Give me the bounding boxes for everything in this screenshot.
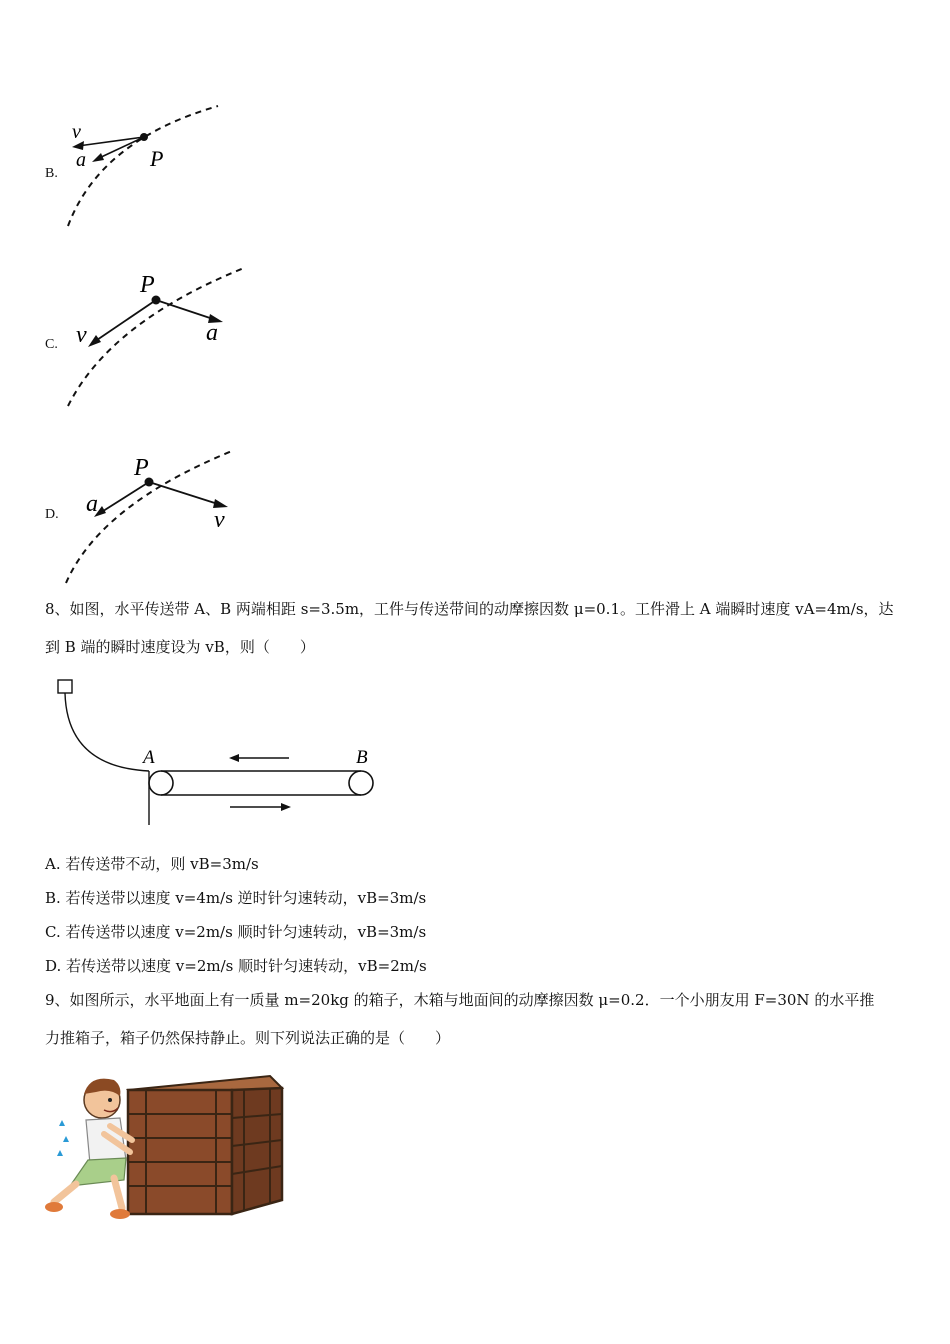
child-shoe-right	[110, 1209, 130, 1219]
label-a: a	[206, 320, 218, 346]
sweat-drop	[59, 1120, 65, 1126]
label-p: P	[134, 455, 149, 481]
child-pushing-box-illustration	[40, 1068, 290, 1223]
velocity-arrow	[149, 482, 221, 505]
option-d-letter: D.	[45, 507, 59, 522]
q8-stem-line1: 8、如图，水平传送带 A、B 两端相距 s=3.5m，工件与传送带间的动摩擦因数 μ=0.1。工件滑上 A 端瞬时速度 vA=4m/s，达	[45, 600, 894, 618]
pulley-a	[149, 771, 173, 795]
label-v: v	[214, 507, 225, 533]
conveyor-belt-diagram	[45, 675, 385, 830]
q9-stem-line2: 力推箱子，箱子仍然保持静止。则下列说法正确的是（ ）	[45, 1029, 451, 1047]
option-c-diagram	[60, 262, 250, 410]
trajectory-curve	[68, 106, 218, 226]
child-leg-right	[114, 1178, 122, 1208]
q8-option-a: A. 若传送带不动，则 vB=3m/s	[45, 855, 259, 873]
child-shoe-left	[45, 1202, 63, 1212]
crate-side	[232, 1088, 282, 1214]
pulley-b	[349, 771, 373, 795]
child-leg-left	[54, 1184, 76, 1202]
slide-curve	[65, 693, 149, 771]
option-b-letter: B.	[45, 166, 58, 181]
label-b: B	[356, 747, 368, 768]
option-b-diagram	[60, 100, 230, 235]
child-shirt	[86, 1118, 126, 1164]
option-c-letter: C.	[45, 337, 58, 352]
q8-option-c: C. 若传送带以速度 v=2m/s 顺时针匀速转动，vB=3m/s	[45, 923, 427, 941]
q8-stem-line2: 到 B 端的瞬时速度设为 vB，则（ ）	[45, 638, 315, 656]
q8-option-d: D. 若传送带以速度 v=2m/s 顺时针匀速转动，vB=2m/s	[45, 957, 427, 975]
label-p: P	[150, 146, 164, 171]
workpiece-box	[58, 680, 72, 693]
q9-stem-line1: 9、如图所示，水平地面上有一质量 m=20kg 的箱子，木箱与地面间的动摩擦因数 μ=0.2．一个小朋友用 F=30N 的水平推	[45, 991, 875, 1009]
label-p: P	[140, 272, 155, 298]
label-a: a	[76, 149, 86, 171]
q8-option-b: B. 若传送带以速度 v=4m/s 逆时针匀速转动，vB=3m/s	[45, 889, 427, 907]
label-a: a	[86, 491, 98, 517]
label-v: v	[76, 322, 87, 348]
acceleration-arrow	[156, 300, 216, 320]
label-v: v	[72, 121, 81, 143]
trajectory-curve	[66, 451, 232, 583]
label-a: A	[143, 747, 155, 768]
option-d-diagram	[60, 445, 240, 585]
